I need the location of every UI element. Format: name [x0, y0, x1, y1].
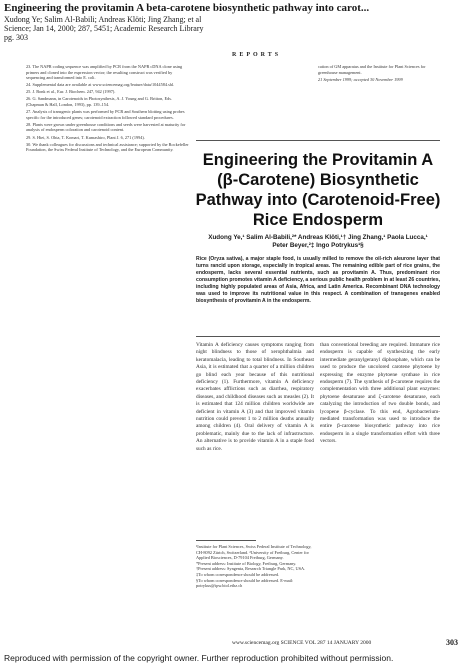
body-column-right: than conventional breeding are required. Immature rice endosperm is capable of synthesizing the early intermediate geranylgeranyl diphosphate, which can be used to produce the uncolored carotene phytoene by expressing the enzyme phytoene synthase in rice endosperm (7). The synthesis of β-carotene requires the complementation with three additional plant enzymes: phytoene desaturase and ζ-carotene desaturase, each catalyzing the introduction of two double bonds, and lycopene β-cyclase. To this end, Agrobacterium-mediated transformation was used to introduce the entire β-carotene biosynthetic pathway into rice endosperm in a single transformation effort with three vectors.	[320, 342, 440, 445]
reference-item: 24. Supplemental data are available at www.sciencemag.org/feature/data/1044584.shl.	[26, 82, 175, 88]
reference-item: 27. Analysis of transgenic plants was performed by PCR and Southern blotting using probes specific for the introduced genes; carotenoid extraction followed standard procedures.	[26, 109, 185, 120]
divider	[196, 140, 440, 141]
footnotes	[196, 544, 314, 589]
article-abstract: Rice (Oryza sativa), a major staple food, is usually milled to remove the oil-rich aleurone layer that turns rancid upon storage, especially in tropical areas. The remaining edible part of rice grains, the endosperm, lacks several essential nutrients, such as provitamin A. Thus, predominant rice consumption promotes vitamin A deficiency, a serious public health problem in at least 26 countries, including highly populated areas of Asia, Africa, and Latin America. Recombinant DNA technology was used to improve its nutritional value in this respect. A combination of transgenes enabled biosynthesis of provitamin A in the endosperm.	[196, 256, 440, 304]
article-authors: Xudong Ye,¹ Salim Al-Babili,²* Andreas Klöti,¹† Jing Zhang,¹ Paola Lucca,¹ Peter Beyer,²‡ Ingo Potrykus¹§	[208, 234, 428, 249]
footnote-item: §To whom correspondence should be addressed. E-mail: potrykus@ipw.biol.ethz.ch	[196, 577, 294, 589]
divider	[196, 336, 440, 337]
section-label: REPORTS	[232, 52, 282, 58]
reference-date: 21 September 1999; accepted 30 November 1999	[318, 76, 403, 82]
page-footer	[22, 640, 458, 648]
reference-item: 23. The NAPR coding sequence was amplified by PCR from the NAPR cDNA clone using primers and cloned into the expression vector; the resulting construct was verified by sequencing and transformed into E. coli.	[26, 64, 183, 81]
article-title: Engineering the Provitamin A (β-Carotene) Biosynthetic Pathway into (Carotenoid-Free) Rice Endosperm	[195, 151, 441, 229]
journal-line: www.sciencemag.org SCIENCE VOL 287 14 JANUARY 2000	[232, 640, 372, 646]
page-number: 303	[446, 638, 458, 647]
reference-item: cation of GM apparatus and the Institute for Plant Sciences for greenhouse management.	[318, 64, 426, 75]
reproduction-notice: Reproduced with permission of the copyright owner. Further reproduction prohibited without permission.	[4, 653, 394, 663]
references-right	[318, 64, 442, 84]
footnote-item: ‡To whom correspondence should be addressed.	[196, 571, 280, 577]
document-source: Science; Jan 14, 2000; 287, 5451; Academic Research Library	[4, 24, 204, 33]
body-column-left: Vitamin A deficiency causes symptoms ranging from night blindness to those of xerophthalmia and keratomalacia, leading to total blindness. In Southeast Asia, it is estimated that a quarter of a million children go blind each year because of this nutritional deficiency (1). Furthermore, vitamin A deficiency exacerbates afflictions such as diarrhea, respiratory diseases, and childhood diseases such as measles (2). It is estimated that 124 million children worldwide are deficient in vitamin A (3) and that improved vitamin nutrition could prevent 1 to 2 million deaths annually among children (4). Oral delivery of vitamin A is problematic, mainly due to the lack of infrastructure. An alternative is to provide vitamin A in a staple food such as rice.	[196, 342, 314, 452]
document-title: Engineering the provitamin A beta-carotene biosynthetic pathway into carot...	[4, 2, 370, 14]
footnote-item: ¹Institute for Plant Sciences, Swiss Federal Institute of Technology, CH-8092 Zürich, Switzerland. ²University of Freiburg, Center for Applied Biosciences, D-79104 Freiburg, Germany.	[196, 544, 312, 561]
document-page: pg. 303	[4, 33, 28, 42]
references-left	[26, 64, 190, 154]
reference-item: 26. G. Sandmann, in Carotenoids in Photosynthesis, A. J. Young and G. Britton, Eds. (Chapman & Hall, London, 1993), pp. 139–154.	[26, 96, 172, 108]
reference-item: 30. We thank colleagues for discussions and technical assistance; supported by the Rockefeller Foundation, the Swiss Federal Institute of Technology, and the European Community.	[26, 141, 189, 153]
footnote-item: †Present address: Syngenta, Research Triangle Park, NC, USA.	[196, 566, 306, 572]
reference-item: 29. S. Hiei, S. Ohta, T. Komari, T. Kumashiro, Plant J. 6, 271 (1994).	[26, 134, 145, 140]
footnote-rule	[196, 540, 256, 541]
document-authors: Xudong Ye; Salim Al-Babili; Andreas Klöti; Jing Zhang; et al	[4, 15, 202, 24]
reference-item: 28. Plants were grown under greenhouse conditions and seeds were harvested at maturity for analysis of endosperm coloration and carotenoid content.	[26, 121, 186, 133]
reference-item: 25. J. Bonk et al., Eur. J. Biochem. 247, 942 (1997).	[26, 89, 116, 95]
footnote-item: *Present address: Institute of Biology, Freiburg, Germany.	[196, 560, 297, 566]
